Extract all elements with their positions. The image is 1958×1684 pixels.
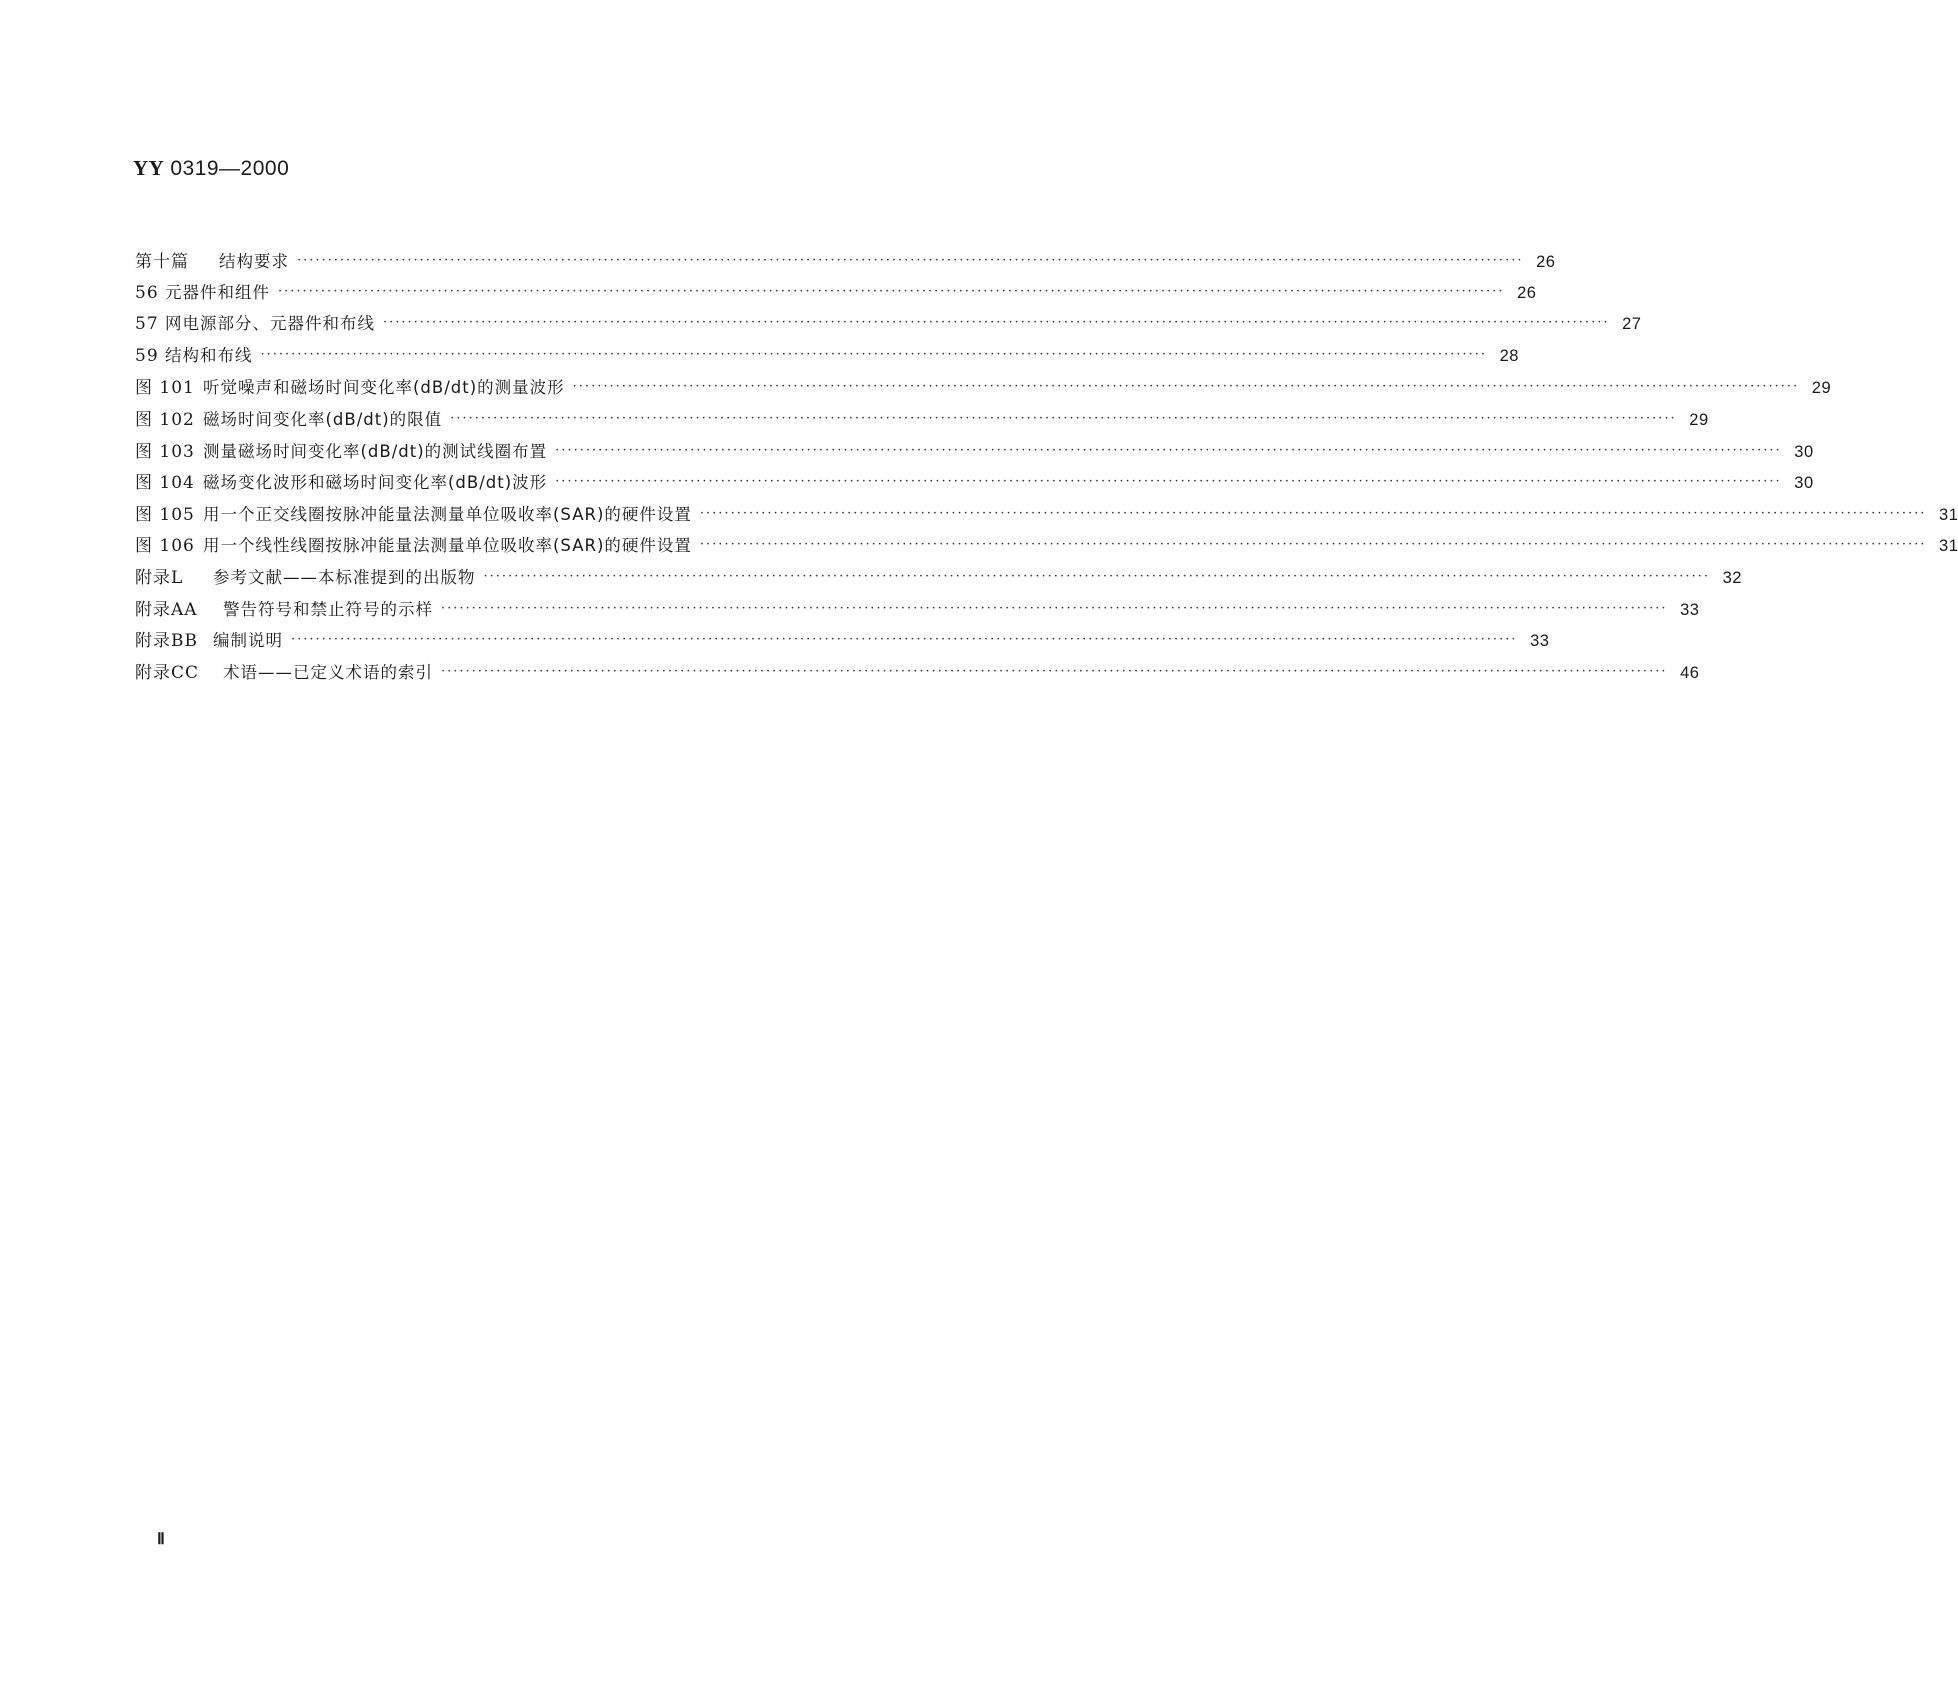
toc-leader-dots: ········································································································································································································ bbox=[699, 537, 1927, 553]
toc-entry-page: 32 bbox=[1722, 568, 1742, 587]
toc-entry-title: 警告符号和禁止符号的示样 bbox=[223, 599, 433, 619]
toc-entry-title: 用一个正交线圈按脉冲能量法测量单位吸收率(SAR)的硬件设置 bbox=[203, 504, 692, 524]
toc-leader-dots: ········································································································································································································ bbox=[441, 600, 1668, 616]
toc-entry-page: 26 bbox=[1517, 283, 1537, 302]
toc-entry-page: 46 bbox=[1680, 663, 1700, 682]
toc-entry[interactable] bbox=[135, 247, 1556, 279]
toc-entry-number: 附录BB bbox=[135, 631, 198, 652]
toc-entry-title: 用一个线性线圈按脉冲能量法测量单位吸收率(SAR)的硬件设置 bbox=[203, 536, 692, 556]
toc-leader-dots: ········································································································································································································ bbox=[383, 315, 1610, 331]
toc-entry[interactable] bbox=[135, 500, 1958, 532]
toc-entry-title: 磁场时间变化率(dB/dt)的限值 bbox=[203, 409, 443, 429]
toc-entry[interactable] bbox=[135, 563, 1742, 595]
toc-entry-page: 30 bbox=[1794, 474, 1814, 493]
toc-entry-page: 31 bbox=[1939, 505, 1958, 524]
toc-entry-number: 56 bbox=[135, 282, 159, 303]
toc-entry-number: 附录CC bbox=[135, 662, 200, 683]
toc-entry-title: 结构要求 bbox=[219, 252, 289, 271]
toc-entry-page: 33 bbox=[1680, 600, 1700, 619]
toc-entry-title: 结构和布线 bbox=[165, 345, 253, 365]
toc-entry-number: 图 101 bbox=[135, 378, 195, 399]
toc-entry[interactable] bbox=[135, 468, 1814, 500]
toc-entry-page: 27 bbox=[1622, 315, 1642, 334]
toc-entry[interactable] bbox=[135, 437, 1814, 469]
toc-entry-page: 28 bbox=[1499, 346, 1519, 365]
toc-entry[interactable] bbox=[135, 658, 1700, 690]
toc-entry[interactable] bbox=[135, 279, 1537, 311]
toc-entry-title: 元器件和组件 bbox=[165, 282, 270, 302]
toc-entry-number: 图 105 bbox=[135, 504, 195, 525]
toc-entry-title: 磁场变化波形和磁场时间变化率(dB/dt)波形 bbox=[203, 473, 548, 493]
toc-entry[interactable] bbox=[135, 531, 1958, 563]
toc-entry-title: 编制说明 bbox=[213, 631, 283, 651]
toc-leader-dots: ········································································································································································································ bbox=[441, 663, 1668, 679]
toc-entry-number: 附录L bbox=[135, 567, 184, 588]
toc-leader-dots: ········································································································································································································ bbox=[483, 568, 1710, 584]
standard-prefix: YY bbox=[133, 156, 165, 180]
document-code bbox=[133, 156, 289, 181]
toc-leader-dots: ········································································································································································································ bbox=[260, 346, 1487, 362]
toc-leader-dots: ········································································································································································································ bbox=[450, 410, 1677, 426]
toc-entry[interactable] bbox=[135, 626, 1550, 658]
toc-entry-page: 30 bbox=[1794, 442, 1814, 461]
toc-entry-page: 26 bbox=[1536, 253, 1556, 271]
toc-entry[interactable] bbox=[135, 373, 1832, 405]
page-number: Ⅱ bbox=[157, 1531, 165, 1548]
toc-entry-number: 第十篇 bbox=[135, 252, 189, 272]
toc-entry-title: 测量磁场时间变化率(dB/dt)的测试线圈布置 bbox=[203, 441, 548, 461]
table-of-contents bbox=[135, 247, 1958, 689]
toc-entry-page: 31 bbox=[1939, 537, 1958, 556]
toc-entry-page: 29 bbox=[1689, 410, 1709, 429]
toc-entry[interactable] bbox=[135, 342, 1519, 374]
toc-entry-number: 附录AA bbox=[135, 599, 198, 620]
toc-entry-title: 术语——已定义术语的索引 bbox=[223, 662, 433, 682]
toc-leader-dots: ········································································································································································································ bbox=[555, 474, 1782, 490]
toc-entry-number: 图 104 bbox=[135, 473, 195, 494]
toc-entry-title: 听觉噪声和磁场时间变化率(dB/dt)的测量波形 bbox=[203, 378, 565, 398]
toc-entry[interactable] bbox=[135, 310, 1642, 342]
toc-leader-dots: ········································································································································································································ bbox=[291, 632, 1518, 648]
toc-leader-dots: ········································································································································································································ bbox=[278, 283, 1505, 299]
toc-entry-page: 29 bbox=[1811, 379, 1832, 398]
toc-entry-number: 图 102 bbox=[135, 409, 195, 430]
toc-entry-number: 图 106 bbox=[135, 536, 195, 557]
toc-entry-number: 59 bbox=[135, 345, 159, 366]
toc-entry-number: 图 103 bbox=[135, 441, 195, 462]
toc-entry-number: 57 bbox=[135, 314, 159, 335]
toc-leader-dots: ········································································································································································································ bbox=[572, 379, 1800, 395]
toc-entry[interactable] bbox=[135, 595, 1700, 627]
toc-entry-title: 参考文献——本标准提到的出版物 bbox=[213, 567, 476, 587]
toc-leader-dots: ········································································································································································································ bbox=[555, 442, 1782, 458]
toc-entry-page: 33 bbox=[1530, 632, 1550, 651]
toc-leader-dots: ········································································································································································································ bbox=[297, 253, 1524, 268]
toc-entry-title: 网电源部分、元器件和布线 bbox=[165, 314, 375, 334]
toc-leader-dots: ········································································································································································································ bbox=[699, 505, 1927, 521]
standard-number: 0319—2000 bbox=[170, 157, 290, 180]
toc-entry[interactable] bbox=[135, 405, 1709, 437]
